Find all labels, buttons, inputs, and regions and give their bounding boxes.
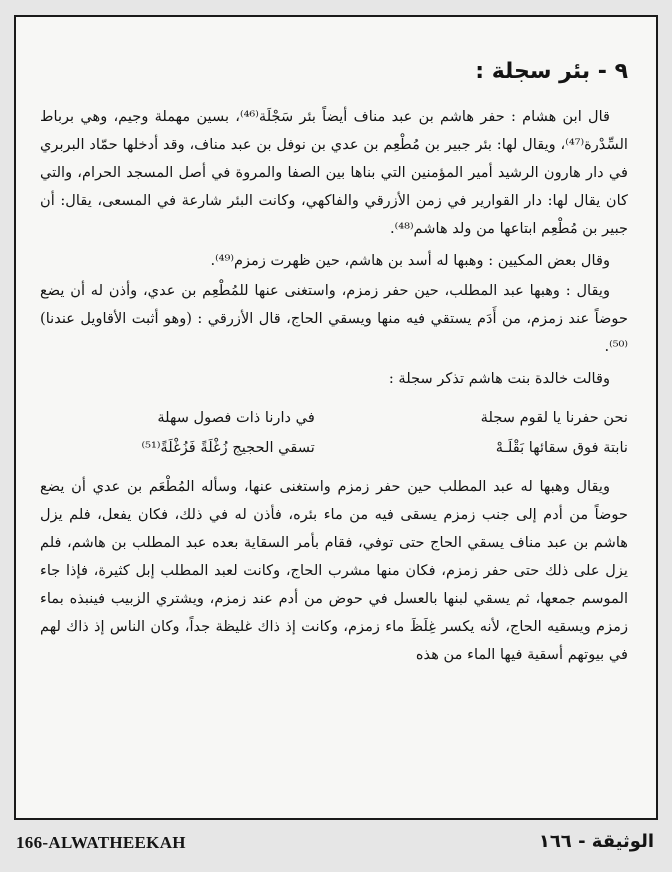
- paragraph-2: وقال بعض المكيين : وهبها له أسد بن هاشم، حين ظهرت زمزم⁽⁴⁹⁾.: [210, 252, 610, 269]
- page-footer: [14, 829, 658, 859]
- paragraph-closing: ويقال وهبها له عبد المطلب حين حفر زمزم واستغنى عنها، وسأله المُطْعَم بن عدي أن يضع حوضاً من أدم إلى جنب زمزم يسقى فيه من ماء بئره، فأذن له في ذلك، فكان يفعل، فلم يزل هاشم بن عبد مناف يسقي الحاج حتى توفي، فقام بأمر السقاية بعده عبد المطلب بن هاشم، فلم يزل على ذلك حتى حفر زمزم، فكان منها مشرب الحاج، وكانت لعبد المطلب إبل كثيرة، فإذا جاء الموسم جمعها، ثم يسقي لبنها بالعسل في حوض من أدم عند زمزم، ويشتري الزبيب فينبذه بماء زمزم ويسقيه الحاج، لأنه يكسر غِلَظَ ماء زمزم، وكانت إذ ذاك غليظة جداً، وكان الناس إذ ذاك لهم في بيوتهم أسقية فيها الماء من هذه: [40, 478, 628, 663]
- page-frame: [14, 15, 658, 820]
- paragraph-1: قال ابن هشام : حفر هاشم بن عبد مناف أيضاً بئر سَجْلَة⁽⁴⁶⁾، بسين مهملة وجيم، وهي برباط السِّدْرة⁽⁴⁷⁾، ويقال لها: بئر جبير بن مُطْعِم بن عدي بن نوفل بن عبد مناف، وقد أدخلها حمّاد البربري في دار هارون الرشيد أمير المؤمنين التي بناها بين الصفا والمروة في أصل المسجد الحرام، والتي كان يقال لها: دار القوارير في زمن الأزرقي والفاكهي، وكانت البئر شارعة في المسعى، يقال: أن جبير بن مُطْعِم ابتاعها من ولد هاشم⁽⁴⁸⁾.: [40, 108, 628, 237]
- paragraph-3: ويقال : وهبها عبد المطلب، حين حفر زمزم، واستغنى عنها للمُطْعِم بن عدي، وأذن له أن يضع حوضاً عند زمزم، من أَدَم يستقي فيه منها ويسقي الحاج، قال الأزرقي : (وهو أثبت الأقاويل عندنا)⁽⁵⁰⁾.: [40, 282, 628, 355]
- section-heading: ٩ - بئر سجلة :: [475, 59, 628, 84]
- article-body: [16, 17, 656, 669]
- verse-first-half: نابتة فوق سقائها بَقْلَـهْ: [495, 439, 628, 456]
- poem-verse: [40, 433, 628, 463]
- poem: [40, 403, 628, 463]
- footer-page-label-latin: 166-ALWATHEEKAH: [16, 833, 186, 852]
- footer-page-label-arabic: الوثيقة - ١٦٦: [538, 831, 654, 852]
- poem-verse: [40, 403, 628, 433]
- verse-first-half: نحن حفرنا يا لقوم سجلة: [480, 409, 628, 426]
- paragraph-4: وقالت خالدة بنت هاشم تذكر سجلة :: [388, 370, 610, 387]
- verse-second-half: تسقي الحجيج زُغْلَةً فَزُغْلَةً⁽⁵¹⁾: [141, 439, 315, 456]
- verse-second-half: في دارنا ذات فصول سهلة: [157, 409, 315, 426]
